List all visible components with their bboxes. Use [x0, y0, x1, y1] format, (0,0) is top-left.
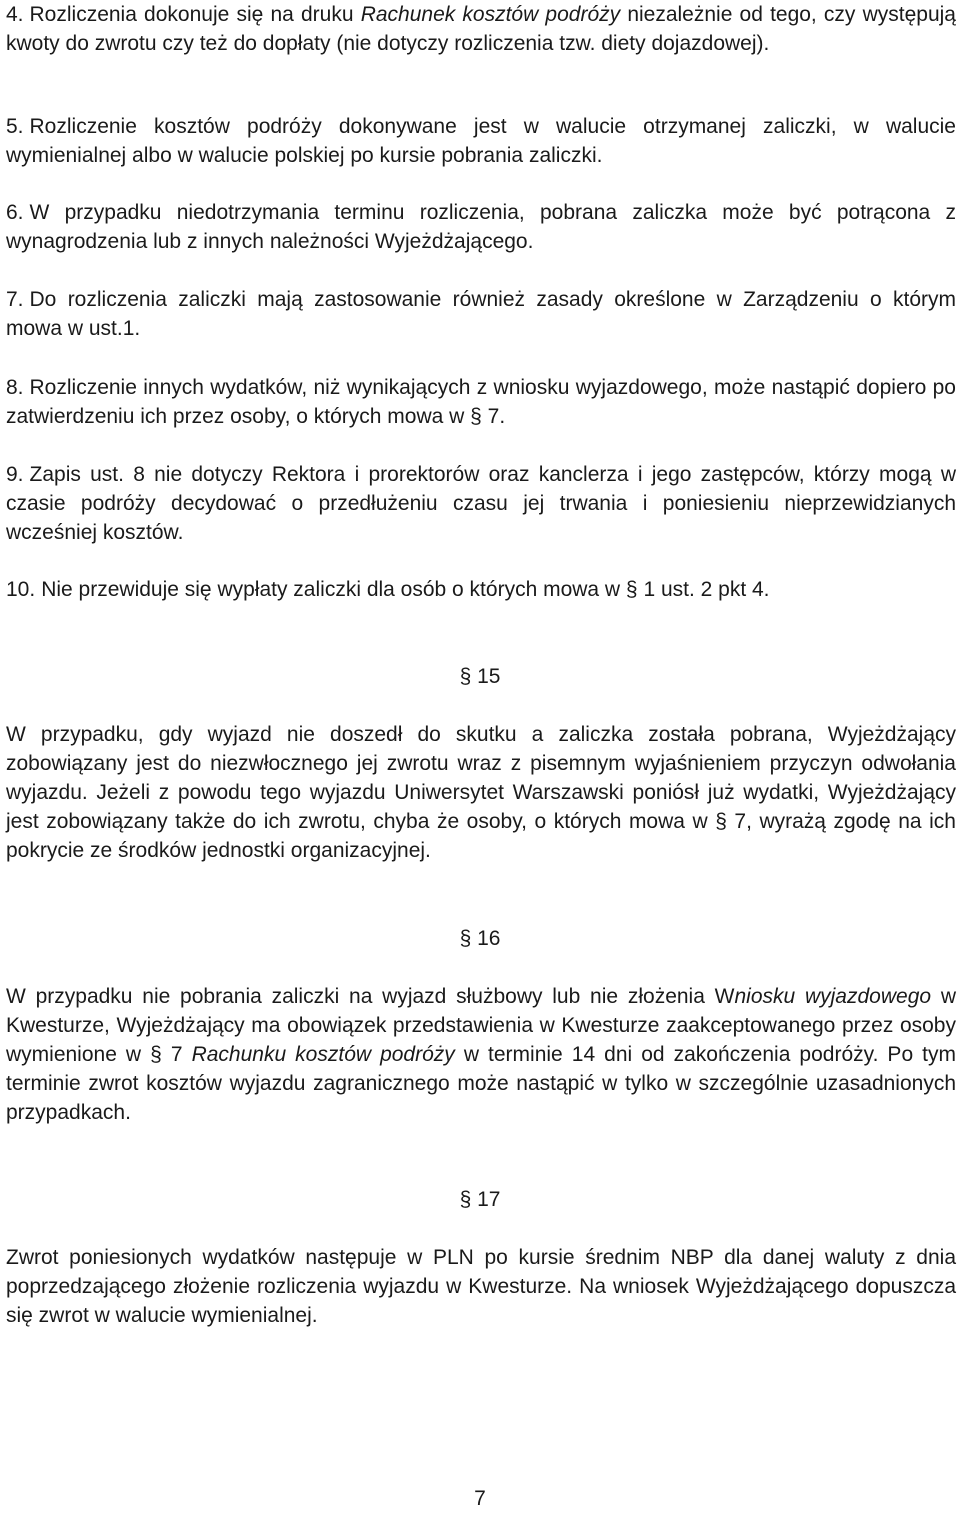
item-9-text: 9. Zapis ust. 8 nie dotyczy Rektora i prorektorów oraz kanclerza i jego zastępców, którzy mogą w czasie podróży decydować o przedłużeniu czasu jej trwania i poniesieniu nieprzewidzianych wcześniej kosztów.: [6, 463, 956, 544]
section-17-text: Zwrot poniesionych wydatków następuje w PLN po kursie średnim NBP dla danej waluty z dnia poprzedzającego złożenie rozliczenia wyjazdu w Kwesturze. Na wniosek Wyjeżdżającego dopuszcza się zwrot w walucie wymienialnej.: [6, 1246, 956, 1327]
item-number: 8.: [6, 376, 24, 399]
item-7-text: 7. Do rozliczenia zaliczki mają zastosowanie również zasady określone w Zarządzeniu o którym mowa w ust.1.: [6, 288, 956, 340]
section-17-heading: § 17: [459, 1188, 501, 1211]
page-number: 7: [474, 1487, 486, 1510]
item-number: 9.: [6, 463, 24, 486]
item-number: 6.: [6, 201, 24, 224]
item-5: [6, 112, 956, 170]
item-4: [6, 0, 956, 58]
section-15-text: W przypadku, gdy wyjazd nie doszedł do skutku a zaliczka została pobrana, Wyjeżdżający zobowiązany jest do niezwłocznego jej zwrotu wraz z pisemnym wyjaśnieniem przyczyn odwołania wyjazdu. Jeżeli z powodu tego wyjazdu Uniwersytet Warszawski poniósł już wydatki, Wyjeżdżający jest zobowiązany także do ich zwrotu, chyba że osoby, o których mowa w § 7, wyrażą zgodę na ich pokrycie ze środków jednostki organizacyjnej.: [6, 723, 956, 862]
section-15-heading: § 15: [459, 665, 501, 688]
form-name-italic: Rachunku kosztów podróży: [191, 1043, 455, 1066]
item-6: [6, 198, 956, 256]
section-16-text: W przypadku nie pobrania zaliczki na wyjazd służbowy lub nie złożenia Wniosku wyjazdowego w Kwesturze, Wyjeżdżający ma obowiązek przedstawienia w Kwesturze zaakceptowanego przez osoby wymienione w § 7 Rachunku kosztów podróży w terminie 14 dni od zakończenia podróży. Po tym terminie zwrot kosztów wyjazdu zagranicznego może nastąpić w tylko w szczególnie uzasadnionych przypadkach.: [6, 985, 957, 1124]
item-7: [6, 285, 956, 343]
item-5-text: 5. Rozliczenie kosztów podróży dokonywane jest w walucie otrzymanej zaliczki, w walucie wymienialnej albo w walucie polskiej po kursie pobrania zaliczki.: [6, 115, 956, 167]
section-16-heading: § 16: [459, 927, 501, 950]
form-name-italic: Rachunek kosztów podróży: [360, 3, 621, 26]
item-number: 4.: [6, 3, 24, 26]
item-6-text: 6. W przypadku niedotrzymania terminu rozliczenia, pobrana zaliczka może być potrącona z wynagrodzenia lub z innych należności Wyjeżdżającego.: [6, 201, 956, 253]
item-10: [6, 575, 956, 604]
item-8: [6, 373, 956, 431]
application-name-italic: niosku wyjazdowego: [734, 985, 932, 1008]
section-16-body: [6, 982, 956, 1127]
item-8-text: 8. Rozliczenie innych wydatków, niż wynikających z wniosku wyjazdowego, może nastąpić dopiero po zatwierdzeniu ich przez osoby, o których mowa w § 7.: [6, 376, 956, 428]
section-15-body: [6, 720, 956, 865]
section-17-body: [6, 1243, 956, 1330]
item-number: 7.: [6, 288, 24, 311]
item-number: 5.: [6, 115, 24, 138]
item-4-text: 4. Rozliczenia dokonuje się na druku Rachunek kosztów podróży niezależnie od tego, czy występują kwoty do zwrotu czy też do dopłaty (nie dotyczy rozliczenia tzw. diety dojazdowej).: [6, 3, 956, 55]
item-9: [6, 460, 956, 547]
item-10-text: 10. Nie przewiduje się wypłaty zaliczki dla osób o których mowa w § 1 ust. 2 pkt 4.: [6, 578, 770, 601]
item-number: 10.: [6, 578, 36, 601]
